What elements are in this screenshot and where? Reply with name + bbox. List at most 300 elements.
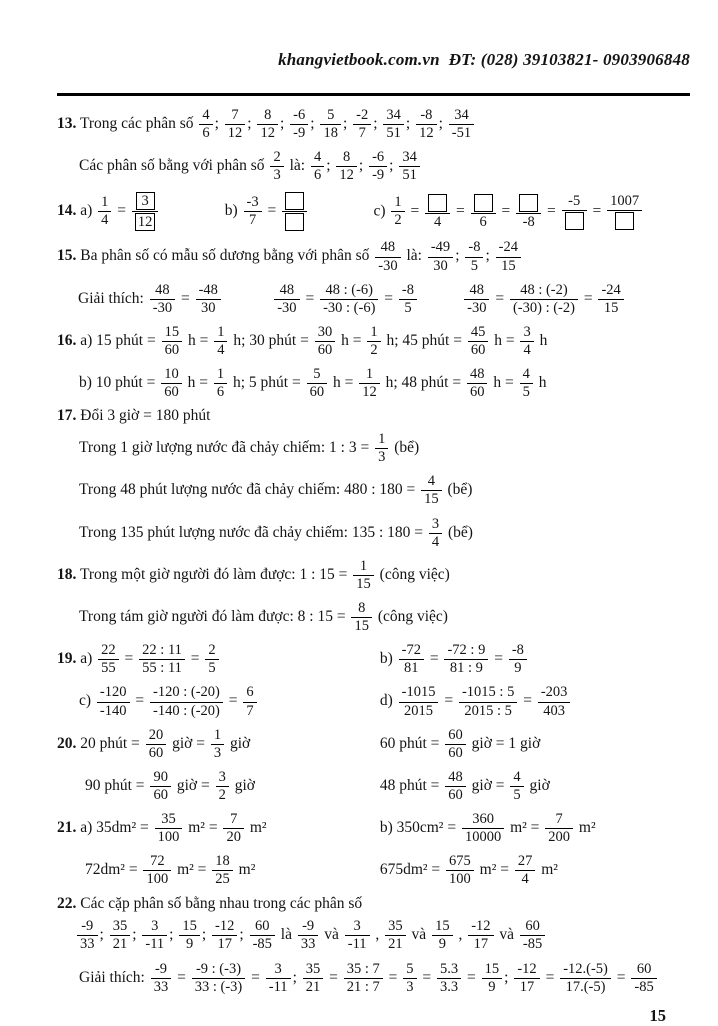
content-cell <box>57 407 210 425</box>
fraction <box>214 366 227 401</box>
fraction-denominator: -11 <box>347 936 367 953</box>
text-run: Giải thích: <box>78 289 148 307</box>
content-cell <box>462 281 690 318</box>
text-run: ; <box>373 115 382 133</box>
fraction-denominator: 60 <box>148 744 164 761</box>
fraction-denominator: 12 <box>260 125 275 142</box>
item-number: 21. <box>57 819 77 837</box>
fraction <box>303 961 324 996</box>
content-cell <box>57 810 380 847</box>
fraction-numerator: -6 <box>290 107 308 125</box>
fraction-denominator: 60 <box>309 384 325 401</box>
fraction-denominator: -30 <box>152 299 173 316</box>
fraction-numerator: 4 <box>421 473 442 491</box>
text-run: h = <box>337 332 366 350</box>
text-run: a) <box>76 202 97 220</box>
fraction-numerator: 3 <box>520 324 533 342</box>
content-cell <box>57 599 448 636</box>
fraction-denominator: 2 <box>218 786 226 803</box>
fraction-denominator: -8 <box>522 213 535 230</box>
fraction-denominator: 81 <box>404 660 419 677</box>
fraction <box>353 107 371 142</box>
fraction-denominator: 4 <box>431 533 440 550</box>
fraction-denominator: 60 <box>470 341 486 358</box>
fraction <box>139 642 185 677</box>
fraction-numerator: 1 <box>391 194 404 212</box>
fraction <box>344 961 383 996</box>
text-run: a) 35dm² = <box>76 819 153 837</box>
content-cell <box>57 557 450 594</box>
fraction-numerator: -1015 <box>399 684 439 702</box>
fraction <box>311 149 324 184</box>
content-cell <box>57 365 546 402</box>
content-cell <box>57 960 659 997</box>
fraction <box>250 918 275 953</box>
fraction-numerator: 1 <box>353 558 374 576</box>
fraction-numerator: 1 <box>211 727 224 745</box>
text-run: b) 350cm² = <box>379 819 460 837</box>
fraction-numerator: 15 <box>482 961 503 979</box>
page-number: 15 <box>649 1005 666 1025</box>
fraction <box>244 194 262 229</box>
fraction-numerator: -120 : (-20) <box>150 684 223 702</box>
text-run: c) <box>373 202 390 220</box>
fraction <box>257 107 278 142</box>
fraction <box>282 191 307 232</box>
fraction <box>446 853 474 888</box>
header-text: khangvietbook.com.vn ĐT: (028) 39103821- 0903906848 <box>278 50 690 69</box>
text-run: m² <box>575 819 596 837</box>
fraction-denominator: 9 <box>185 936 194 953</box>
text-run: ; <box>342 115 352 133</box>
text-run: ; <box>485 247 494 265</box>
text-run: giờ = <box>172 777 214 795</box>
fraction-denominator <box>607 211 642 231</box>
content-row <box>57 683 690 720</box>
fraction <box>211 727 224 762</box>
text-run: h = <box>490 332 519 350</box>
fraction-denominator: 60 <box>448 786 463 803</box>
fraction-denominator: 3 <box>406 978 414 995</box>
text-run: = <box>497 202 515 220</box>
text-run: ; <box>214 115 223 133</box>
text-run: = <box>579 289 597 307</box>
fraction <box>142 918 167 953</box>
content-row <box>57 281 690 318</box>
fraction <box>399 282 417 317</box>
fraction <box>320 107 341 142</box>
fraction-denominator: 7 <box>248 212 257 229</box>
fraction-numerator <box>516 193 541 214</box>
fraction-denominator: -30 : (-6) <box>323 299 376 316</box>
fraction <box>77 918 98 953</box>
fraction-numerator: 1 <box>214 324 227 342</box>
text-run: = <box>247 968 264 986</box>
fraction-numerator: 60 <box>250 918 275 936</box>
answer-box: 3 <box>136 192 155 210</box>
fraction <box>428 239 453 274</box>
text-run: ; <box>455 247 464 265</box>
text-run: (bể) <box>443 481 473 499</box>
fraction <box>510 282 578 317</box>
text-run: = <box>541 968 559 986</box>
fraction <box>162 324 183 359</box>
text-run: , <box>454 926 467 944</box>
content-cell <box>380 768 690 805</box>
text-run: (bể) <box>390 439 420 457</box>
fraction <box>143 853 171 888</box>
fraction <box>445 769 466 804</box>
fraction <box>399 684 439 719</box>
fraction-numerator <box>471 193 496 214</box>
content-cell <box>57 238 523 275</box>
fraction-denominator: 3 <box>378 449 386 466</box>
fraction-numerator: -72 : 9 <box>444 642 488 660</box>
fraction-numerator: 48 <box>150 282 175 300</box>
fraction-numerator <box>425 193 450 214</box>
fraction <box>146 727 167 762</box>
fraction <box>375 431 388 466</box>
fraction-denominator: 5 <box>404 299 412 316</box>
content-cell <box>57 726 380 763</box>
text-run: và <box>495 926 518 944</box>
text-run: d) <box>379 692 397 710</box>
content-cell <box>57 917 547 954</box>
content-cell <box>225 190 374 233</box>
content-row <box>57 852 690 889</box>
text-run: = <box>491 289 508 307</box>
text-run: = <box>224 692 242 710</box>
answer-box <box>519 194 538 212</box>
fraction <box>545 811 573 846</box>
fraction-numerator: -8 <box>465 239 483 257</box>
text-run: , <box>371 926 384 944</box>
text-run: = <box>263 202 281 220</box>
page-header <box>57 30 690 96</box>
fraction-numerator: 35 <box>110 918 131 936</box>
text-run: ; <box>504 968 513 986</box>
fraction-numerator: 48 <box>464 282 489 300</box>
content-row <box>57 190 690 233</box>
fraction-denominator: 6 <box>202 125 210 142</box>
text-run: là: <box>402 247 426 265</box>
fraction-denominator: -30 <box>277 299 297 316</box>
fraction-numerator: 1 <box>375 431 388 449</box>
fraction <box>510 769 523 804</box>
fraction-denominator: 5 <box>470 257 479 274</box>
content-cell <box>57 323 547 360</box>
fraction <box>560 961 611 996</box>
content-cell <box>57 895 362 913</box>
fraction-numerator: -12 <box>514 961 539 979</box>
content-row <box>57 810 690 847</box>
content-cell <box>272 281 462 318</box>
fraction-numerator: 60 <box>445 727 466 745</box>
fraction <box>425 193 450 231</box>
fraction <box>375 239 400 274</box>
text-run: = <box>418 968 436 986</box>
text-run: Ba phân số có mẫu số dương bằng với phân số <box>76 247 374 265</box>
text-run: = <box>325 968 342 986</box>
fraction-numerator: -12 <box>212 918 237 936</box>
fraction <box>509 642 527 677</box>
fraction-numerator: 675 <box>446 853 474 871</box>
fraction-numerator: -3 <box>244 194 262 212</box>
fraction-numerator: -48 <box>196 282 221 300</box>
fraction-denominator: 5 <box>513 786 521 803</box>
fraction-numerator: -1015 : 5 <box>459 684 517 702</box>
fraction-numerator: -6 <box>369 149 387 167</box>
content-cell <box>380 852 690 889</box>
fraction-denominator: 2015 : 5 <box>464 702 512 719</box>
fraction-numerator: -12 <box>468 918 493 936</box>
item-number: 14. <box>57 202 77 220</box>
fraction-denominator: 60 <box>153 786 168 803</box>
fraction-denominator: 15 <box>501 257 516 274</box>
fraction-denominator: 33 <box>300 936 316 953</box>
text-run: Đổi 3 giờ = 180 phút <box>76 407 211 425</box>
fraction-denominator: 15 <box>424 491 439 508</box>
fraction <box>132 191 159 232</box>
fraction <box>97 684 130 719</box>
fraction-numerator: 10 <box>161 366 182 384</box>
fraction-denominator: 15 <box>356 575 371 592</box>
text-run: ; <box>247 115 256 133</box>
fraction-denominator: -85 <box>634 978 654 995</box>
text-run: là <box>276 926 296 944</box>
fraction <box>110 918 131 953</box>
content-row <box>57 641 690 678</box>
fraction <box>403 961 416 996</box>
text-run: = <box>463 968 480 986</box>
content-cell <box>380 641 690 678</box>
fraction-denominator: 55 <box>101 660 116 677</box>
content-row <box>57 599 690 636</box>
fraction <box>150 684 223 719</box>
content-row <box>57 148 690 185</box>
text-run: = <box>301 289 319 307</box>
fraction-denominator: 6 <box>216 384 225 401</box>
fraction-numerator: -9 <box>151 961 172 979</box>
fraction-numerator: 90 <box>150 769 171 787</box>
fraction-denominator: 9 <box>438 936 446 953</box>
text-run: Trong 1 giờ lượng nước đã chảy chiếm: 1 : 3 = <box>79 439 374 457</box>
content-cell <box>57 768 380 805</box>
fraction-denominator: 4 <box>101 212 109 229</box>
text-run: ; <box>326 157 335 175</box>
fraction <box>429 516 442 551</box>
fraction-numerator: -12.(-5) <box>560 961 611 979</box>
fraction-denominator: -140 : (-20) <box>153 702 220 719</box>
fraction-numerator: 1 <box>359 366 380 384</box>
text-run: = <box>384 968 402 986</box>
fraction-denominator: 9 <box>514 660 522 677</box>
content-row <box>57 323 690 360</box>
text-run: và <box>407 926 431 944</box>
fraction-denominator: 21 <box>305 978 321 995</box>
text-run: m² = <box>184 819 222 837</box>
text-run: = <box>113 202 130 220</box>
fraction-denominator: -9 <box>293 125 306 142</box>
text-run: giờ = <box>168 734 209 752</box>
fraction-numerator: 15 <box>179 918 200 936</box>
fraction-numerator <box>132 191 159 212</box>
text-run: m² <box>245 819 267 837</box>
fraction <box>345 918 370 953</box>
content-row <box>57 472 690 509</box>
fraction-denominator: -140 <box>99 702 127 719</box>
text-run: = <box>177 289 194 307</box>
text-run: giờ <box>226 734 251 752</box>
content-cell <box>57 641 380 678</box>
fraction-denominator <box>282 212 307 232</box>
text-run: = <box>173 968 190 986</box>
fraction-numerator: 7 <box>223 811 244 829</box>
text-run: Trong một giờ người đó làm được: 1 : 15 = <box>76 565 352 583</box>
content-cell <box>57 148 422 185</box>
text-run: 20 phút = <box>76 734 144 752</box>
fraction-numerator: -8 <box>509 642 527 660</box>
content-row <box>57 430 690 467</box>
text-run: (công việc) <box>373 608 448 626</box>
fraction-denominator: 100 <box>157 829 180 846</box>
fraction <box>385 918 406 953</box>
text-run: ; <box>389 157 398 175</box>
item-number: 22. <box>57 894 77 912</box>
fraction <box>336 149 357 184</box>
fraction-denominator: 4 <box>217 341 225 358</box>
fraction <box>437 961 461 996</box>
fraction <box>514 961 539 996</box>
fraction <box>496 239 521 274</box>
fraction-denominator: -85 <box>522 936 543 953</box>
text-run: ; <box>99 926 108 944</box>
fraction-denominator: -51 <box>451 125 472 142</box>
content-cell <box>380 726 690 763</box>
text-run: m² <box>234 861 256 879</box>
content-cell <box>57 472 472 509</box>
fraction-denominator: 2015 <box>404 702 434 719</box>
fraction <box>468 918 493 953</box>
fraction <box>520 366 533 401</box>
fraction-numerator: -8 <box>416 107 437 125</box>
fraction-denominator: 4 <box>434 213 442 230</box>
text-run: h <box>535 332 548 350</box>
fraction-denominator: 20 <box>226 829 241 846</box>
fraction <box>383 107 404 142</box>
fraction-denominator: 81 : 9 <box>449 660 483 677</box>
text-run: h; 48 phút = <box>381 374 465 392</box>
fraction <box>459 684 517 719</box>
text-run: m² = <box>506 819 544 837</box>
fraction-numerator: 1 <box>367 324 380 342</box>
text-run: = <box>440 692 457 710</box>
text-run: Trong 135 phút lượng nước đã chảy chiếm: 135 : 180 = <box>79 523 427 541</box>
text-run: giờ = <box>467 777 509 795</box>
fraction-denominator: 17 <box>217 936 232 953</box>
fraction-denominator: 3 <box>213 744 222 761</box>
text-run: (công việc) <box>375 565 450 583</box>
text-run: = <box>425 650 443 668</box>
fraction <box>516 193 541 231</box>
fraction-denominator: -30 <box>467 299 487 316</box>
text-run: = <box>406 202 424 220</box>
fraction <box>369 149 387 184</box>
fraction-denominator: 25 <box>215 871 230 888</box>
fraction-denominator: 60 <box>164 384 179 401</box>
text-run: = <box>588 202 606 220</box>
fraction <box>155 811 183 846</box>
fraction-numerator: 48 <box>375 239 400 257</box>
fraction <box>538 684 571 719</box>
content-row <box>57 365 690 402</box>
text-run: là: <box>285 157 309 175</box>
fraction <box>150 769 171 804</box>
fraction-numerator: 35 <box>303 961 324 979</box>
fraction-denominator: 3.3 <box>440 978 459 995</box>
content-cell <box>57 281 272 318</box>
fraction-denominator <box>132 212 159 232</box>
text-run: b) <box>224 202 242 220</box>
text-run: Các phân số bằng với phân số <box>79 157 269 175</box>
text-run: h = <box>329 374 358 392</box>
fraction <box>298 918 319 953</box>
content-row <box>57 106 690 143</box>
answer-box: 12 <box>135 213 156 231</box>
fraction-denominator: 12 <box>362 384 377 401</box>
fraction-denominator: 51 <box>386 125 401 142</box>
fraction <box>520 324 533 359</box>
fraction-denominator: (-30) : (-2) <box>512 299 575 316</box>
fraction-numerator: 48 : (-2) <box>510 282 578 300</box>
fraction-denominator: 60 <box>164 341 180 358</box>
fraction <box>359 366 380 401</box>
fraction-denominator: 55 : 11 <box>142 660 182 677</box>
document-body <box>57 106 690 997</box>
fraction-numerator: 34 <box>399 149 420 167</box>
fraction <box>307 366 328 401</box>
fraction <box>631 961 656 996</box>
text-run: ; <box>132 926 141 944</box>
item-number: 18. <box>57 565 77 583</box>
text-run: h = <box>183 374 212 392</box>
fraction-denominator: 7 <box>246 702 254 719</box>
content-row <box>57 515 690 552</box>
fraction-numerator: 22 <box>98 642 119 660</box>
fraction-denominator: 403 <box>543 702 565 719</box>
fraction-denominator: -30 <box>378 257 398 274</box>
fraction <box>270 149 283 184</box>
fraction-numerator: -24 <box>496 239 521 257</box>
fraction-numerator: 3 <box>266 961 291 979</box>
text-run: Trong tám giờ người đó làm được: 8 : 15 = <box>79 608 350 626</box>
fraction-denominator: 60 <box>448 744 463 761</box>
fraction-denominator: 4 <box>521 871 529 888</box>
fraction-denominator: 12 <box>339 167 354 184</box>
text-run: 72dm² = <box>85 861 142 879</box>
fraction <box>192 961 246 996</box>
fraction <box>179 918 200 953</box>
fraction-denominator: 51 <box>402 167 417 184</box>
item-number: 17. <box>57 407 77 425</box>
fraction-numerator: -9 <box>77 918 98 936</box>
text-run: = <box>131 692 149 710</box>
fraction-numerator: 360 <box>462 811 504 829</box>
fraction <box>399 642 424 677</box>
fraction <box>353 558 374 593</box>
fraction-numerator: 5 <box>403 961 416 979</box>
fraction-numerator: 7 <box>545 811 573 829</box>
